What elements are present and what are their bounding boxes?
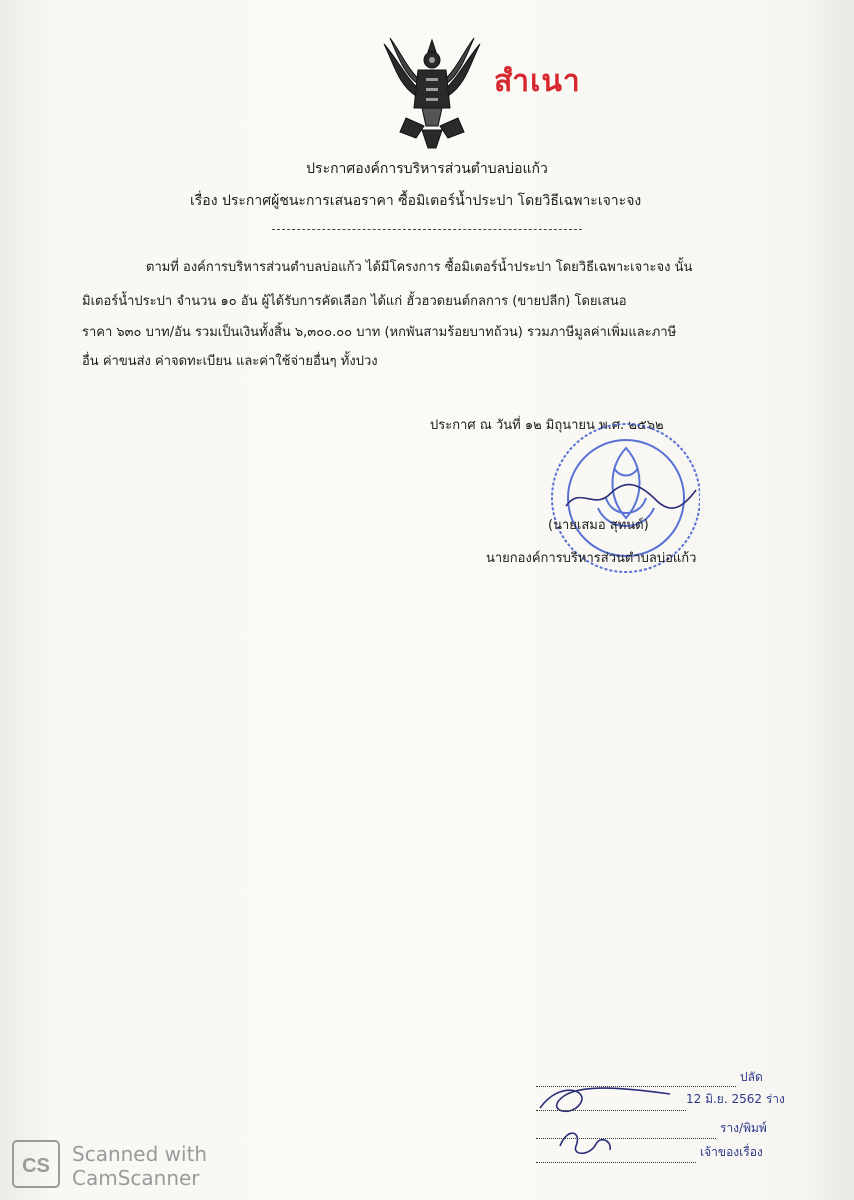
camscanner-logo-icon [12,1140,60,1188]
routing-label: เจ้าของเรื่อง [700,1145,763,1159]
routing-line [536,1110,686,1111]
signature-icon [560,480,700,516]
signer-name: (นายเสมอ สุทนต์) [548,518,649,533]
routing-line [536,1086,736,1087]
routing-date: 12 มิ.ย. 2562 ร่าง [686,1092,785,1106]
camscanner-watermark [72,1142,207,1190]
signer-title: นายกองค์การบริหารส่วนตำบลบ่อแก้ว [486,551,697,566]
body-paragraph-line: มิเตอร์น้ำประปา จำนวน ๑๐ อัน ผู้ได้รับการคัดเลือก ได้แก่ ฮั้วฮวดยนต์กลการ (ขายปลีก) โดยเสนอ [82,294,627,309]
body-paragraph-line: อื่น ค่าขนส่ง ค่าจดทะเบียน และค่าใช้จ่ายอื่นๆ ทั้งปวง [82,354,378,369]
routing-line [536,1138,716,1139]
body-paragraph-line: ตามที่ องค์การบริหารส่วนตำบลบ่อแก้ว ได้มีโครงการ ซื้อมิเตอร์น้ำประปา โดยวิธีเฉพาะเจาะจง นั้น [146,260,693,275]
routing-label: ปลัด [740,1070,763,1084]
announcement-subject: เรื่อง ประกาศผู้ชนะการเสนอราคา ซื้อมิเตอร์น้ำประปา โดยวิธีเฉพาะเจาะจง [190,193,642,209]
camscanner-logo-text: CS [22,1155,50,1177]
announcement-date: ประกาศ ณ วันที่ ๑๒ มิถุนายน พ.ศ. ๒๕๖๒ [430,418,664,433]
routing-label: ราง/พิมพ์ [720,1121,767,1135]
title-divider [272,229,582,230]
routing-line [536,1162,696,1163]
copy-stamp: สำเนา [494,64,581,99]
body-paragraph-line: ราคา ๖๓๐ บาท/อัน รวมเป็นเงินทั้งสิ้น ๖,๓๐๐.๐๐ บาท (หกพันสามร้อยบาทถ้วน) รวมภาษีมูลค่าเพิ่มและภาษี [82,325,677,340]
watermark-line2: CamScanner [72,1166,200,1190]
announcement-title: ประกาศองค์การบริหารส่วนตำบลบ่อแก้ว [306,161,548,177]
garuda-emblem-icon [376,34,488,152]
watermark-line1: Scanned with [72,1142,208,1166]
